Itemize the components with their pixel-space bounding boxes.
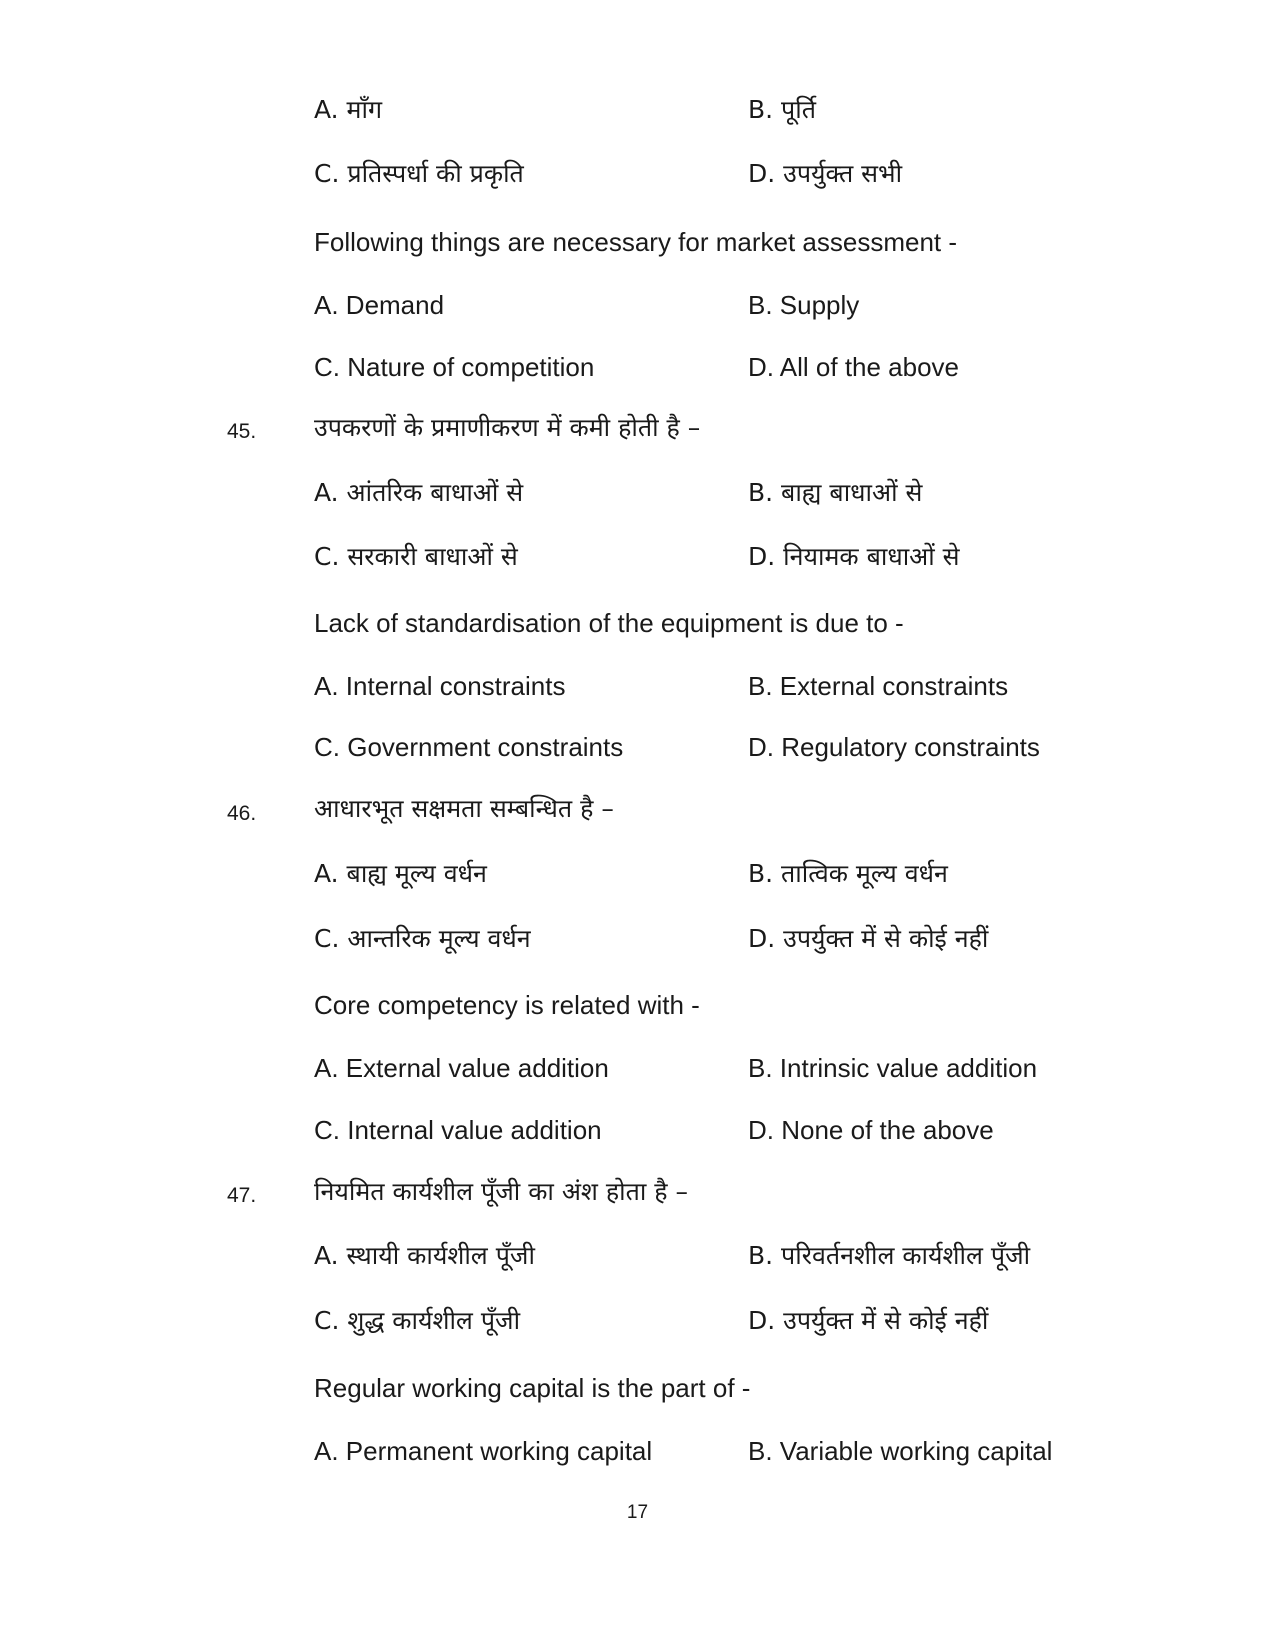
q46-en-option-d: D. None of the above (748, 1115, 994, 1145)
q47-hi-option-a: A. स्थायी कार्यशील पूँजी (314, 1241, 535, 1270)
q45-en-option-d: D. Regulatory constraints (748, 732, 1040, 762)
q47-en-option-a: A. Permanent working capital (314, 1436, 653, 1466)
q45-number: 45. (227, 420, 257, 443)
q47-number: 47. (227, 1184, 257, 1207)
q44-en-option-a: A. Demand (314, 290, 445, 320)
q44-en-option-b: B. Supply (748, 290, 860, 320)
q46-hi-option-b: B. तात्विक मूल्य वर्धन (748, 859, 948, 888)
q45-en-option-b: B. External constraints (748, 671, 1009, 701)
q45-hi-option-d: D. नियामक बाधाओं से (748, 542, 960, 571)
q47-hi-option-c: C. शुद्ध कार्यशील पूँजी (314, 1306, 521, 1335)
q46-en-option-a: A. External value addition (314, 1053, 609, 1083)
q46-hi-option-d: D. उपर्युक्त में से कोई नहीं (748, 924, 989, 953)
q45-en-question: Lack of standardisation of the equipment is due to - (314, 608, 904, 638)
q44-hi-option-d: D. उपर्युक्त सभी (748, 159, 903, 188)
q44-en-option-d: D. All of the above (748, 352, 960, 382)
q47-en-question: Regular working capital is the part of - (314, 1373, 751, 1403)
q44-hi-option-b: B. पूर्ति (748, 95, 816, 124)
q44-hi-option-c: C. प्रतिस्पर्धा की प्रकृति (314, 159, 524, 188)
q47-en-option-b: B. Variable working capital (748, 1436, 1053, 1466)
q46-hi-option-c: C. आन्तरिक मूल्य वर्धन (314, 924, 531, 953)
q46-en-question: Core competency is related with - (314, 990, 700, 1020)
q46-en-option-b: B. Intrinsic value addition (748, 1053, 1038, 1083)
q46-hi-option-a: A. बाह्य मूल्य वर्धन (314, 859, 487, 888)
q46-en-option-c: C. Internal value addition (314, 1115, 602, 1145)
q45-hi-option-c: C. सरकारी बाधाओं से (314, 542, 518, 571)
q44-en-option-c: C. Nature of competition (314, 352, 595, 382)
q45-hi-question: उपकरणों के प्रमाणीकरण में कमी होती है – (314, 413, 701, 442)
q45-hi-option-b: B. बाह्य बाधाओं से (748, 478, 923, 507)
q45-en-option-c: C. Government constraints (314, 732, 624, 762)
q47-hi-option-d: D. उपर्युक्त में से कोई नहीं (748, 1306, 989, 1335)
q47-hi-question: नियमित कार्यशील पूँजी का अंश होता है – (314, 1177, 689, 1206)
q46-hi-question: आधारभूत सक्षमता सम्बन्धित है – (314, 794, 614, 823)
q44-en-question: Following things are necessary for market assessment - (314, 227, 958, 257)
q47-hi-option-b: B. परिवर्तनशील कार्यशील पूँजी (748, 1241, 1031, 1270)
q46-number: 46. (227, 802, 257, 825)
q45-en-option-a: A. Internal constraints (314, 671, 566, 701)
q44-hi-option-a: A. माँग (314, 95, 383, 124)
q45-hi-option-a: A. आंतरिक बाधाओं से (314, 478, 524, 507)
page-number: 17 (626, 1502, 649, 1523)
